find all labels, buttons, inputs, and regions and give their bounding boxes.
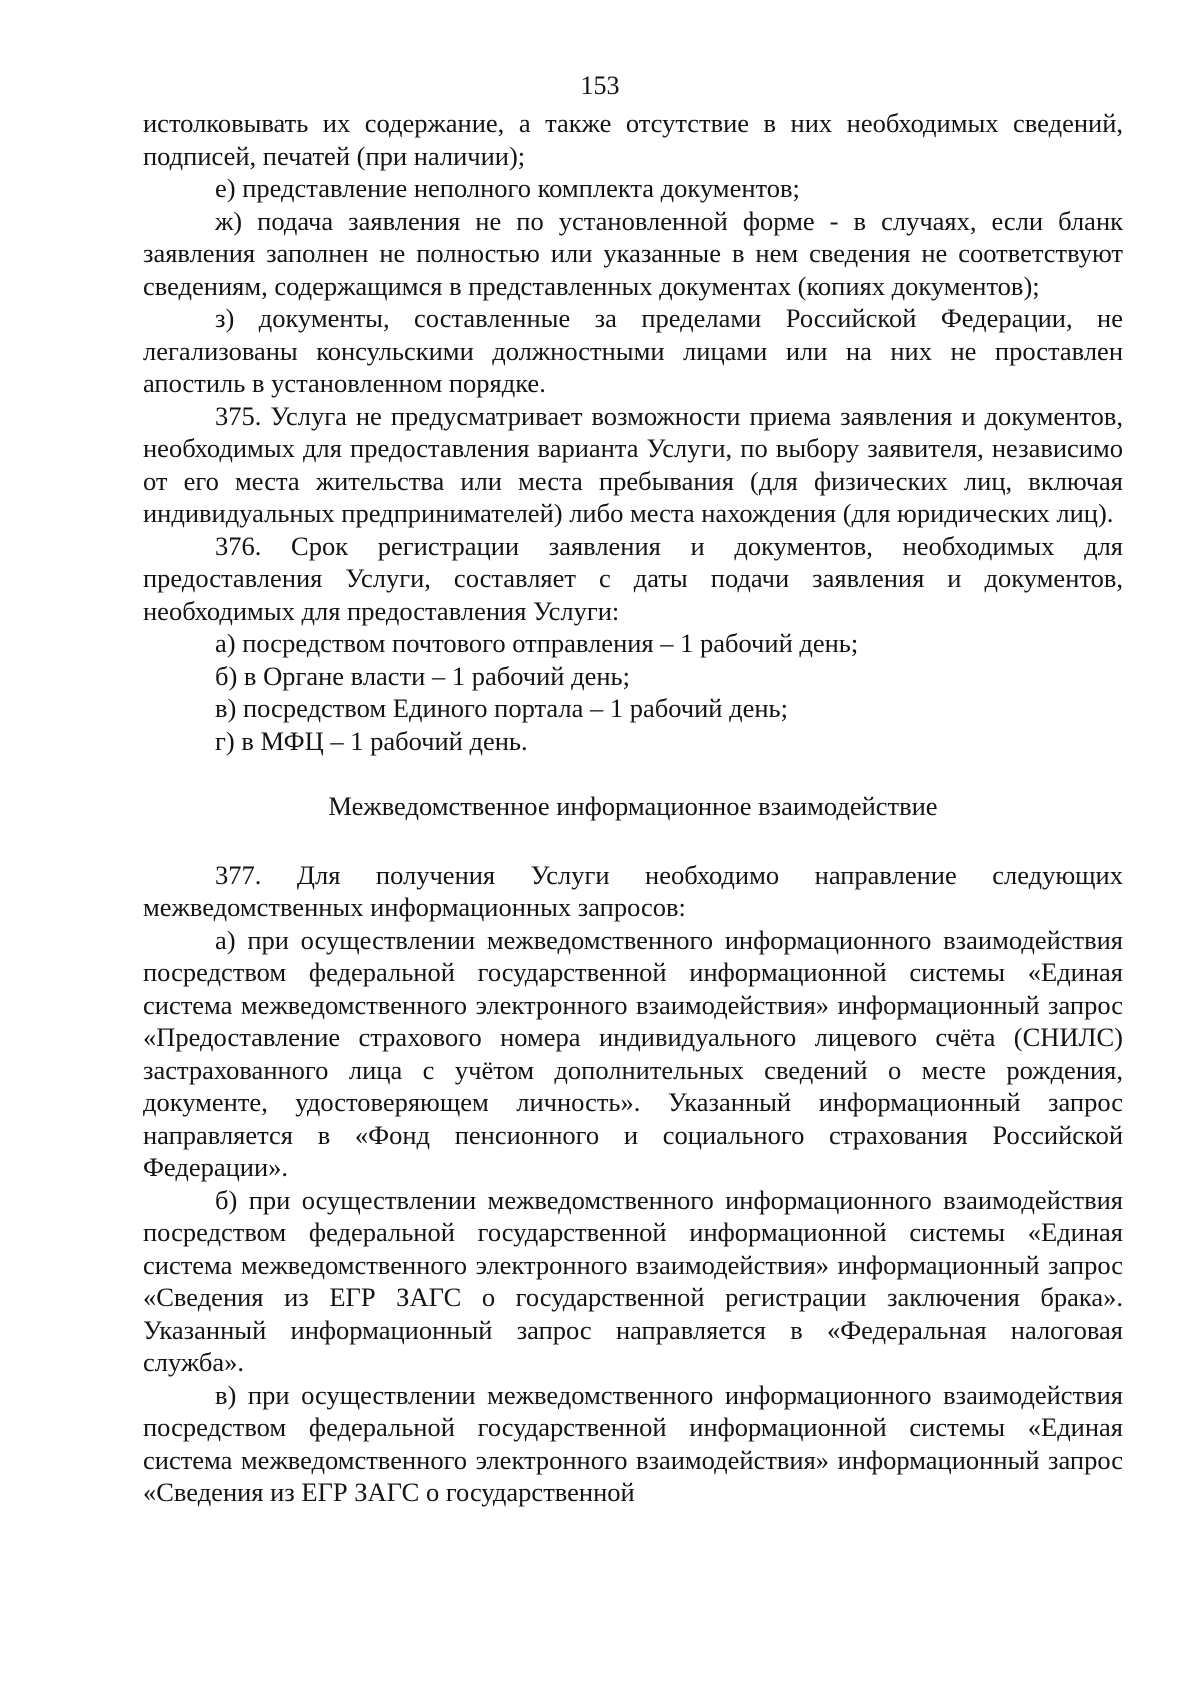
list-item-a-postal: а) посредством почтового отправления – 1 рабочий день; [215,628,859,658]
request-item-a: а) при осуществлении межведомственного информационного взаимодействия посредством федеральной государственной информационной системы «Единая система межведомственного электронного взаимодействия» информационный запрос «Предоставление страхового номера индивидуального лицевого счёта (СНИЛС) застрахованного лица с учётом дополнительных сведений о месте рождения, документе, удостоверяющем личность». Указанный информационный запрос направляется в «Фонд пенсионного и социального страхования Российской Федерации». [143,924,1123,1182]
clause-377: 377. Для получения Услуги необходимо направление следующих межведомственных информационных запросов: [143,859,1123,922]
list-item-e: е) представление неполного комплекта документов; [215,173,800,203]
list-item-b-authority: б) в Органе власти – 1 рабочий день; [215,660,630,691]
request-item-v: в) при осуществлении межведомственного информационного взаимодействия посредством федеральной государственной информационной системы «Единая система межведомственного электронного взаимодействия» информационный запрос «Сведения из ЕГР ЗАГС о государственной [143,1379,1123,1507]
list-item-v-portal: в) посредством Единого портала – 1 рабочий день; [215,693,788,723]
clause-376: 376. Срок регистрации заявления и документов, необходимых для предоставления Услуги, составляет с даты подачи заявления и документов, необходимых для предоставления Услуги: [143,530,1123,626]
section-heading: Межведомственное информационное взаимодействие [328,791,938,821]
clause-375: 375. Услуга не предусматривает возможности приема заявления и документов, необходимых для предоставления варианта Услуги, по выбору заявителя, независимо от его места жительства или места пребывания (для физических лиц, включая индивидуальных предпринимателей) либо места нахождения (для юридических лиц). [143,400,1123,528]
list-item-zh: ж) подача заявления не по установленной форме - в случаях, если бланк заявления заполнен не полностью или указанные в нем сведения не соответствуют сведениям, содержащимся в представленных документах (копиях документов); [143,205,1123,301]
document-body [143,107,1123,1509]
paragraph-continuation: истолковывать их содержание, а также отсутствие в них необходимых сведений, подписей, печатей (при наличии); [143,108,1123,171]
list-item-g-mfc: г) в МФЦ – 1 рабочий день. [215,725,528,756]
list-item-z: з) документы, составленные за пределами Российской Федерации, не легализованы консульскими должностными лицами или на них не проставлен апостиль в установленном порядке. [143,303,1123,398]
page-number: 153 [580,71,620,100]
request-item-b: б) при осуществлении межведомственного информационного взаимодействия посредством федеральной государственной информационной системы «Единая система межведомственного электронного взаимодействия» информационный запрос «Сведения из ЕГР ЗАГС о государственной регистрации заключения брака». Указанный информационный запрос направляется в «Федеральная налоговая служба». [143,1184,1123,1377]
